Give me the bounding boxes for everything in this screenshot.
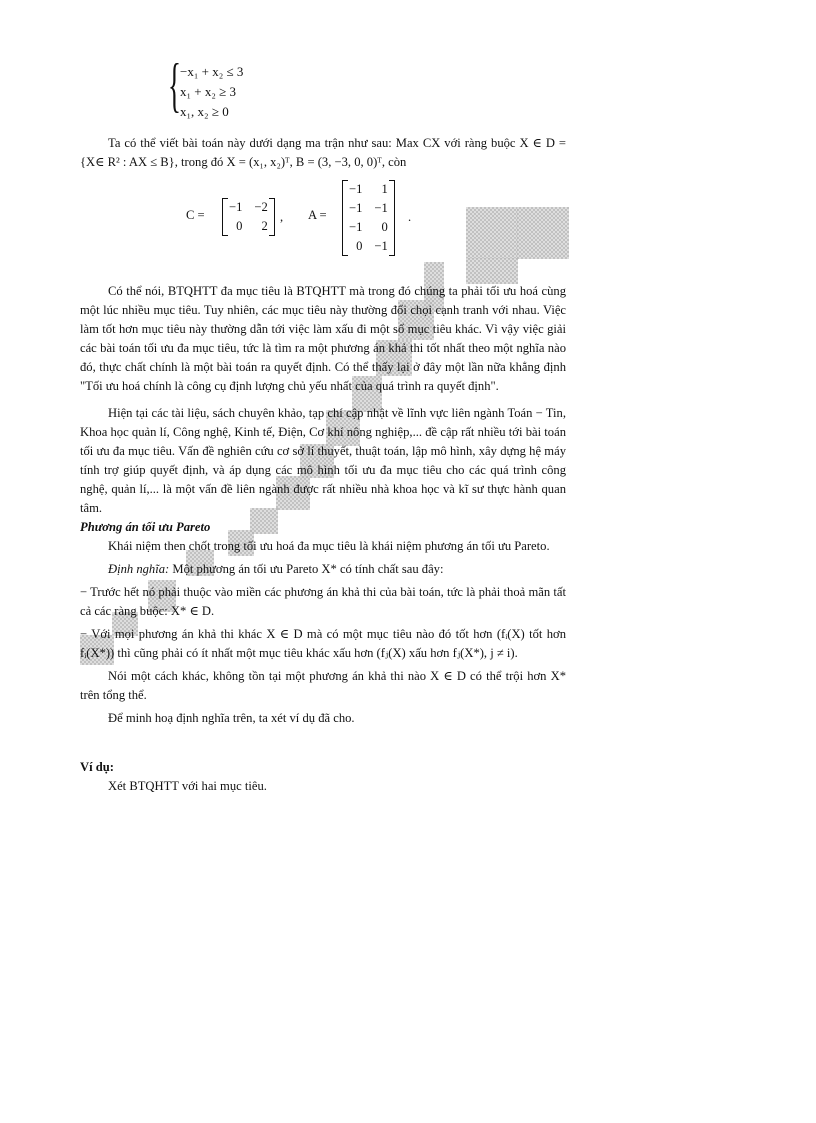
- example-text: Xét BTQHTT với hai mục tiêu.: [108, 779, 267, 793]
- document-page: [80, 52, 566, 796]
- constraint-line-1: −x₁ + x₂ ≤ 3: [180, 64, 244, 79]
- matrix-intro-paragraph: Ta có thể viết bài toán này dưới dạng ma trận như sau: Max CX với ràng buộc X ∈ D = {X∈ R² : AX ≤ B}, trong đó X = (x₁, x₂)ᵀ, B = (3, −3, 0, 0)ᵀ, còn: [80, 136, 566, 169]
- matrix-a-cell: 0: [381, 220, 388, 234]
- matrix-a-cell: −1: [374, 201, 388, 215]
- matrix-a-cell: 0: [356, 239, 363, 253]
- matrix-a-cell: −1: [349, 182, 363, 196]
- condition-2: − Với mọi phương án khả thi khác X ∈ D mà có một mục tiêu nào đó tốt hơn (fᵢ(X) tốt hơn fᵢ(X*)) thì cũng phải có ít nhất một mục tiêu khác xấu hơn (fⱼ(X) xấu hơn fⱼ(X*), j ≠ i).: [80, 627, 566, 660]
- matrix-c-separator: ,: [280, 210, 284, 224]
- matrix-a-end: .: [408, 210, 412, 224]
- paragraph-literature: Hiện tại các tài liệu, sách chuyên khảo, tạp chí cập nhật về lĩnh vực liên ngành Toán − Tin, Khoa học quản lí, Công nghệ, Kinh tế, Điện, Cơ khí nông nghiệp,... đề cập rất nhiều tới bài toán tối ưu đa mục tiêu. Vấn đề nghiên cứu cơ sở lí thuyết, thuật toán, lập mô hình, xây dựng hệ máy tính trợ giúp quyết định, và áp dụng các mô hình tối ưu đa mục tiêu cho các quá trình công nghệ, quản lí,... là một vấn đề liên ngành được rất nhiều nhà khoa học và kĩ sư thực hành quan tâm.: [80, 406, 566, 515]
- definition-label: Định nghĩa:: [108, 562, 170, 576]
- matrix-a-cell: −1: [349, 220, 363, 234]
- paragraph-illustrate: Để minh hoạ định nghĩa trên, ta xét ví dụ đã cho.: [108, 711, 355, 725]
- constraint-line-2: x₁ + x₂ ≥ 3: [180, 84, 237, 99]
- matrix-c-cell: 0: [236, 219, 243, 233]
- paragraph-other-words: Nói một cách khác, không tồn tại một phương án khả thi nào X ∈ D có thể trội hơn X* trên tổng thể.: [80, 669, 566, 702]
- matrix-a-cell: −1: [374, 239, 388, 253]
- matrix-c-cell: 2: [261, 219, 268, 233]
- matrix-c-cell: −1: [229, 200, 243, 214]
- definition-paragraph: [80, 560, 566, 579]
- matrix-c-cell: −2: [254, 200, 268, 214]
- constraint-line-3: x₁, x₂ ≥ 0: [180, 104, 229, 119]
- matrix-a-cell: −1: [349, 201, 363, 215]
- paragraph-multiobjective: Có thể nói, BTQHTT đa mục tiêu là BTQHTT mà trong đó chúng ta phải tối ưu hoá cùng một lúc nhiều mục tiêu. Tuy nhiên, các mục tiêu này thường đối chọi cạnh tranh với nhau. Việc làm tốt hơn mục tiêu này thường dẫn tới việc làm xấu đi một số mục tiêu khác. Vì vậy việc giải các bài toán tối ưu đa mục tiêu, tức là tìm ra một phương án khả thi tốt nhất theo một nghĩa nào đó, thực chất chính là một bài toán ra quyết định. Có thể thấy lại ở đây một lần nữa khẳng định "Tối ưu hoá chính là công cụ định lượng chủ yếu nhất của quá trình ra quyết định".: [80, 284, 566, 393]
- condition-1: − Trước hết nó phải thuộc vào miền các phương án khả thi của bài toán, tức là phải thoả mãn tất cả các ràng buộc: X* ∈ D.: [80, 585, 566, 618]
- matrix-definitions: [80, 180, 566, 274]
- matrix-c: [222, 198, 275, 236]
- matrix-a: [342, 180, 395, 256]
- matrix-a-cell: 1: [381, 182, 388, 196]
- matrix-c-label: C =: [186, 208, 205, 222]
- paragraph-concept: Khái niệm then chốt trong tối ưu hoá đa mục tiêu là khái niệm phương án tối ưu Pareto.: [108, 539, 550, 553]
- brace-glyph: {: [168, 52, 181, 118]
- definition-text: Một phương án tối ưu Pareto X* có tính chất sau đây:: [172, 562, 444, 576]
- matrix-a-label: A =: [308, 208, 327, 222]
- section-heading-pareto: Phương án tối ưu Pareto: [80, 520, 211, 534]
- example-label: Ví dụ:: [80, 760, 114, 774]
- constraint-system: [168, 52, 312, 126]
